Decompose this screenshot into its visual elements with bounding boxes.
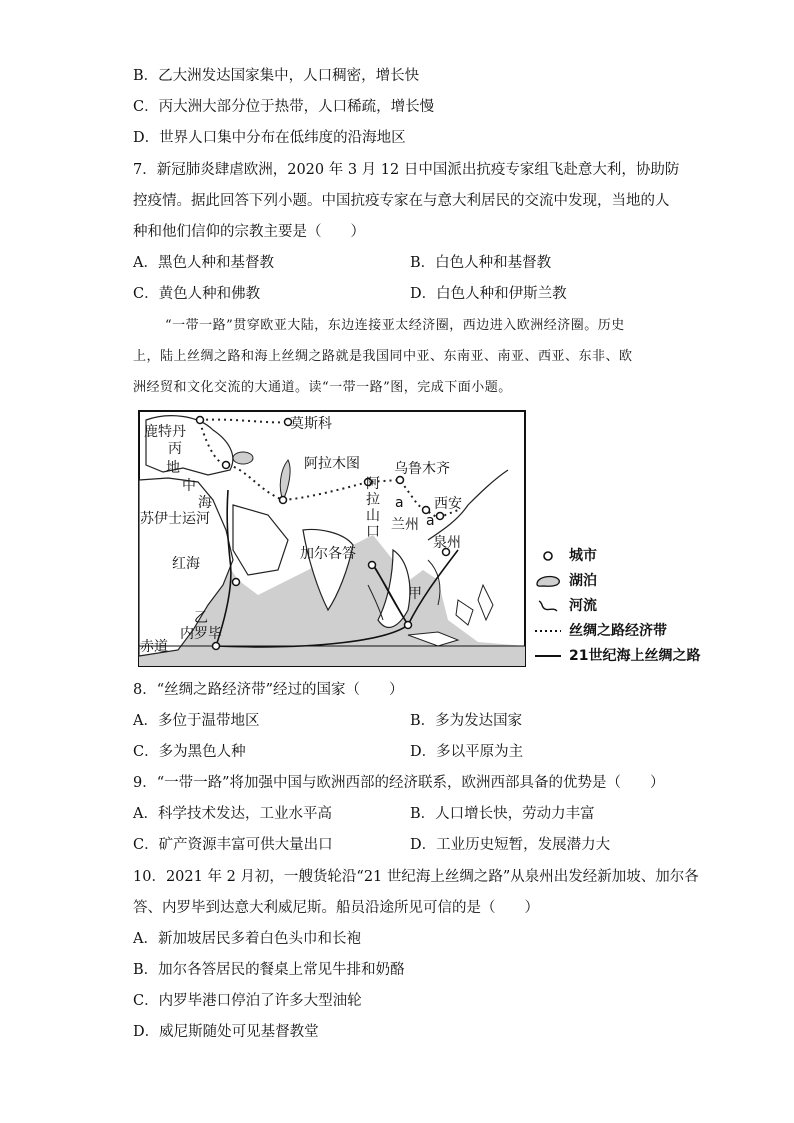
q8-option-a: A．多位于温带地区 (133, 713, 260, 729)
label-suez: 苏伊士运河 (140, 511, 210, 527)
q10-option-b: B．加尔各答居民的餐桌上常见牛排和奶酪 (133, 962, 405, 978)
label-zhong: 中 (182, 478, 196, 494)
river-icon (533, 597, 563, 615)
q8-stem: 8．“丝绸之路经济带”经过的国家（ ） (133, 682, 404, 698)
label-xian: 西安 (434, 496, 462, 512)
q10-stem-line1: 10．2021 年 2 月初，一艘货轮沿“21 世纪海上丝绸之路”从泉州出发经新加坡、加尔各 (133, 869, 699, 885)
q7-option-c: C．黄色人种和佛教 (133, 286, 261, 302)
label-urumqi: 乌鲁木齐 (394, 461, 450, 477)
label-equator: 赤道 (140, 639, 168, 655)
label-lanzhou: 兰州 (391, 517, 419, 533)
q6-option-d: D．世界人口集中分布在低纬度的沿海地区 (133, 130, 406, 146)
q7-stem-line3: 种和他们信仰的宗教主要是（ ） (133, 224, 365, 240)
passage-line2: 上，陆上丝绸之路和海上丝绸之路就是我国同中亚、东南亚、南亚、西亚、东非、欧 (133, 349, 633, 364)
q10-option-d: D．威尼斯随处可见基督教堂 (133, 1024, 319, 1040)
city-icon (533, 547, 563, 565)
label-a-2: a (426, 513, 435, 529)
label-moscow: 莫斯科 (290, 416, 332, 432)
q6-option-b: B．乙大洲发达国家集中，人口稠密，增长快 (133, 68, 420, 84)
q10-stem-line2: 答、内罗毕到达意大利威尼斯。船员沿途所见可信的是（ ） (133, 900, 539, 916)
q10-option-a: A．新加坡居民多着白色头巾和长袍 (133, 931, 361, 947)
label-rotterdam: 鹿特丹 (144, 424, 186, 440)
label-kolkata: 加尔各答 (300, 546, 356, 562)
solid-line-icon (533, 647, 563, 665)
label-a-1: a (395, 495, 404, 511)
label-di: 地 (166, 460, 180, 476)
q8-option-c: C．多为黑色人种 (133, 744, 246, 760)
q9-option-c: C．矿产资源丰富可供大量出口 (133, 837, 333, 853)
label-redsea: 红海 (172, 556, 200, 572)
lake-icon (533, 572, 563, 590)
label-hai: 海 (198, 495, 212, 511)
q10-option-c: C．内罗毕港口停泊了许多大型油轮 (133, 993, 362, 1009)
q9-option-a: A．科学技术发达，工业水平高 (133, 806, 332, 822)
q7-option-a: A．黑色人种和基督教 (133, 255, 274, 271)
label-quanzhou: 泉州 (433, 535, 461, 551)
q9-stem: 9．“一带一路”将加强中国与欧洲西部的经济联系，欧洲西部具备的优势是（ ） (133, 775, 665, 791)
dotted-line-icon (533, 622, 563, 640)
q7-stem-line2: 控疫情。据此回答下列小题。中国抗疫专家在与意大利居民的交流中发现，当地的人 (133, 193, 670, 209)
q9-option-b: B．人口增长快，劳动力丰富 (410, 806, 595, 822)
q8-option-d: D．多以平原为主 (410, 744, 524, 760)
q9-option-d: D．工业历史短暂，发展潜力大 (410, 837, 611, 853)
belt-and-road-map (138, 410, 526, 667)
passage-line3: 洲经贸和文化交流的大通道。读“一带一路”图，完成下面小题。 (133, 380, 512, 395)
label-almaty: 阿拉木图 (304, 456, 360, 472)
q7-option-d: D．白色人种和伊斯兰教 (410, 286, 567, 302)
label-nairobi: 内罗毕 (180, 626, 222, 642)
passage-line1: “一带一路”贯穿欧亚大陆，东边连接亚太经济圈，西边进入欧洲经济圈。历史 (165, 318, 625, 333)
label-jia: 甲 (408, 586, 422, 602)
q6-option-c: C．丙大洲大部分位于热带，人口稀疏，增长慢 (133, 99, 435, 115)
label-bing: 丙 (168, 441, 182, 457)
q8-option-b: B．多为发达国家 (410, 713, 523, 729)
svg-text:阿拉山口: 阿拉山口 (366, 476, 380, 540)
label-yi: 乙 (194, 610, 208, 626)
q7-option-b: B．白色人种和基督教 (410, 255, 552, 271)
q7-stem-line1: 7．新冠肺炎肆虐欧洲，2020 年 3 月 12 日中国派出抗疫专家组飞赴意大利，协助防 (133, 162, 680, 178)
label-ala-pass (366, 476, 380, 540)
